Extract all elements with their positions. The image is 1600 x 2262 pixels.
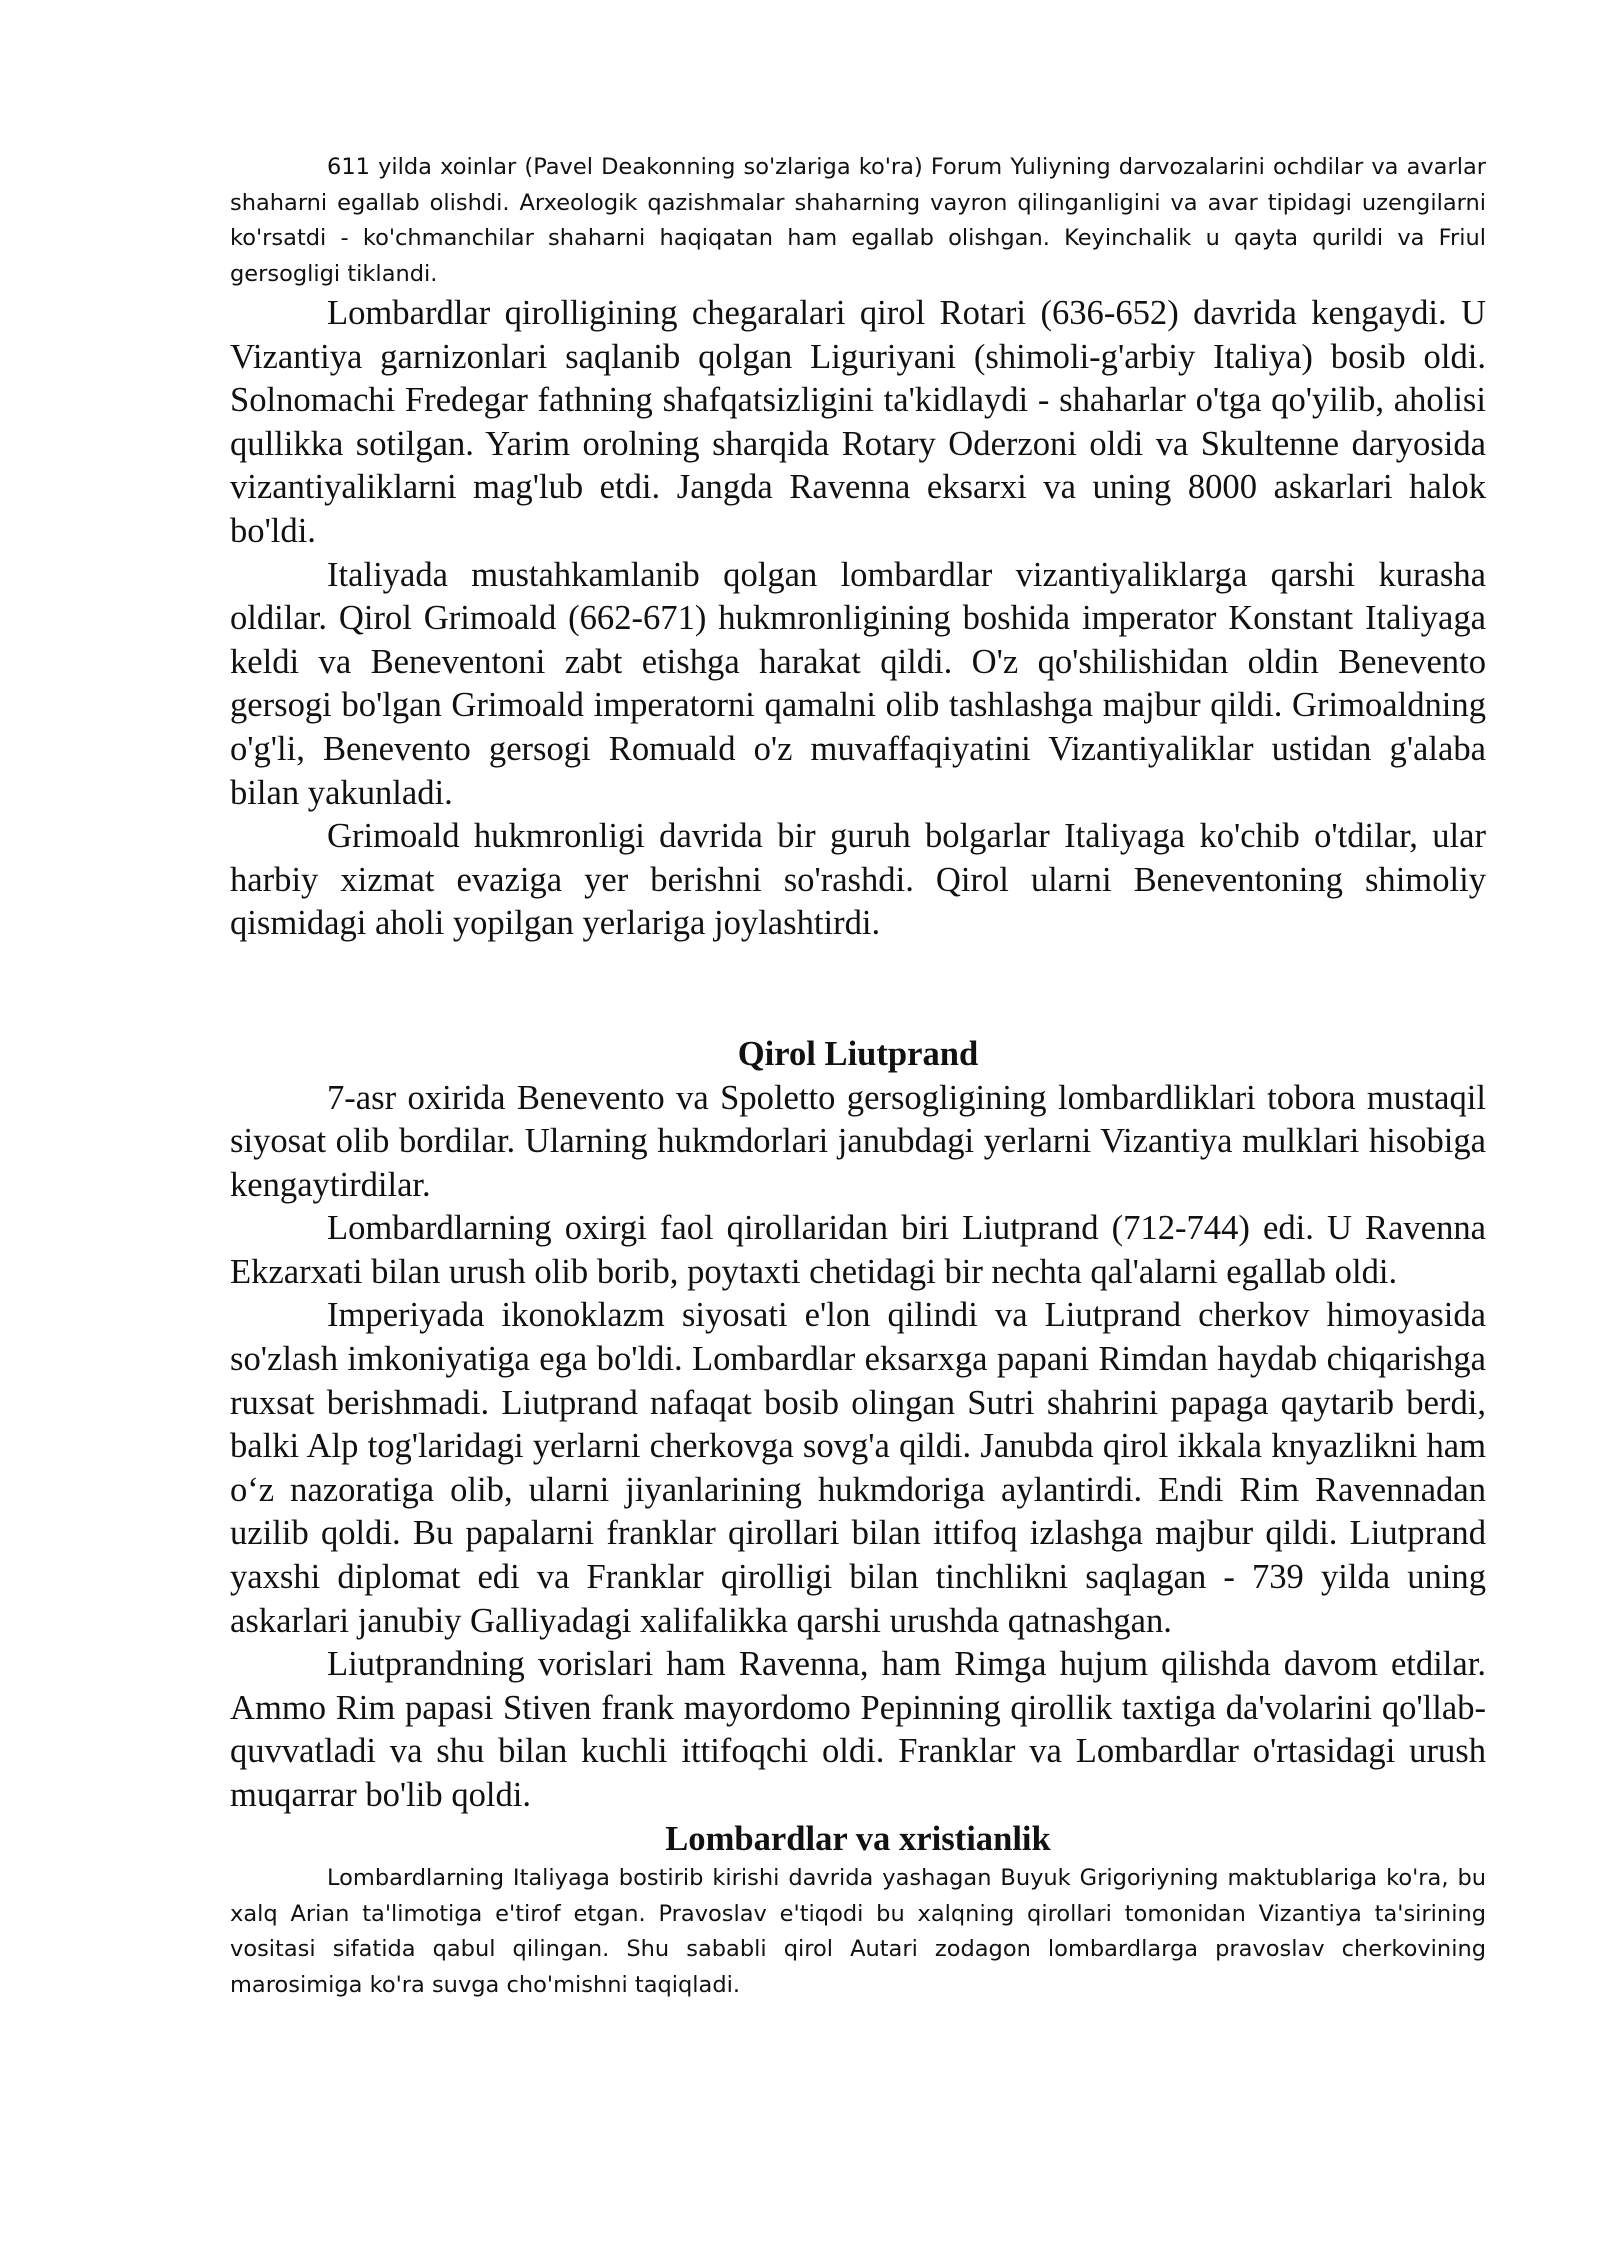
paragraph-benevento-spoletto: 7-asr oxirida Benevento va Spoletto gersogligining lombardliklari tobora mustaqil siyosat olib bordilar. Ularning hukmdorlari janubdagi yerlarni Vizantiya mulklari hisobiga kengaytirdilar. [230, 1078, 1486, 1204]
paragraph-forum-yulia: 611 yilda xoinlar (Pavel Deakonning so'zlariga ko'ra) Forum Yuliyning darvozalarini ochdilar va avarlar shaharni egallab olishdi. Arxeologik qazishmalar shaharning vayron qilinganligini va avar tipidagi uzengilarni ko'rsatdi - ko'chmanchilar shaharni haqiqatan ham egallab olishgan. Keyinchalik u qayta qurildi va Friul gersogligi tiklandi. [230, 154, 1486, 287]
heading-qirol-liutprand: Qirol Liutprand [737, 1034, 979, 1073]
paragraph-arianism: Lombardlarning Italiyaga bostirib kirishi davrida yashagan Buyuk Grigoriyning maktublariga ko'ra, bu xalq Arian ta'limotiga e'tirof etgan. Pravoslav e'tiqodi bu xalqning qirollari tomonidan Vizantiya ta'sirining vositasi sifatida qabul qilingan. Shu sababli qirol Autari zodagon lombardlarga pravoslav cherkovining marosimiga ko'ra suvga cho'mishni taqiqladi. [230, 1865, 1486, 1998]
paragraph-grimoald: Italiyada mustahkamlanib qolgan lombardlar vizantiyaliklarga qarshi kurasha oldilar. Qirol Grimoald (662-671) hukmronligining boshida imperator Konstant Italiyaga keldi va Beneventoni zabt etishga harakat qildi. O'z qo'shilishidan oldin Benevento gersogi bo'lgan Grimoald imperatorni qamalni olib tashlashga majbur qildi. Grimoaldning o'g'li, Benevento gersogi Romuald o'z muvaffaqiyatini Vizantiyaliklar ustidan g'alaba bilan yakunladi. [230, 555, 1486, 812]
heading-lombards-christianity: Lombardlar va xristianlik [665, 1819, 1051, 1858]
paragraph-bulgars: Grimoald hukmronligi davrida bir guruh bolgarlar Italiyaga ko'chib o'tdilar, ular harbiy xizmat evaziga yer berishni so'rashdi. Qirol ularni Beneventoning shimoliy qismidagi aholi yopilgan yerlariga joylashtirdi. [230, 817, 1486, 943]
paragraph-rotari: Lombardlar qirolligining chegaralari qirol Rotari (636-652) davrida kengaydi. U Vizantiya garnizonlari saqlanib qolgan Liguriyani (shimoli-g'arbiy Italiya) bosib oldi. Solnomachi Fredegar fathning shafqatsizligini ta'kidlaydi - shaharlar o'tga qo'yilib, aholisi qullikka sotilgan. Yarim orolning sharqida Rotary Oderzoni oldi va Skultenne daryosida vizantiyaliklarni mag'lub etdi. Jangda Ravenna eksarxi va uning 8000 askarlari halok bo'ldi. [230, 294, 1486, 550]
document-page [230, 150, 1486, 2003]
paragraph-successors: Liutprandning vorislari ham Ravenna, ham Rimga hujum qilishda davom etdilar. Ammo Rim papasi Stiven frank mayordomo Pepinning qirollik taxtiga da'volarini qo'llab-quvvatladi va shu bilan kuchli ittifoqchi oldi. Franklar va Lombardlar o'rtasidagi urush muqarrar bo'lib qoldi. [230, 1645, 1486, 1814]
section-spacer [230, 946, 1486, 1033]
paragraph-liutprand-reign: Lombardlarning oxirgi faol qirollaridan biri Liutprand (712-744) edi. U Ravenna Ekzarxati bilan urush olib borib, poytaxti chetidagi bir nechta qal'alarni egallab oldi. [230, 1209, 1486, 1291]
paragraph-iconoclasm: Imperiyada ikonoklazm siyosati e'lon qilindi va Liutprand cherkov himoyasida so'zlash imkoniyatiga ega bo'ldi. Lombardlar eksarxga papani Rimdan haydab chiqarishga ruxsat berishmadi. Liutprand nafaqat bosib olingan Sutri shahrini papaga qaytarib berdi, balki Alp tog'laridagi yerlarni cherkovga sovg'a qildi. Janubda qirol ikkala knyazlikni ham o‘z nazoratiga olib, ularni jiyanlarining hukmdoriga aylantirdi. Endi Rim Ravennadan uzilib qoldi. Bu papalarni franklar qirollari bilan ittifoq izlashga majbur qildi. Liutprand yaxshi diplomat edi va Franklar qirolligi bilan tinchlikni saqlagan - 739 yilda uning askarlari janubiy Galliyadagi xalifalikka qarshi urushda qatnashgan. [230, 1296, 1486, 1640]
